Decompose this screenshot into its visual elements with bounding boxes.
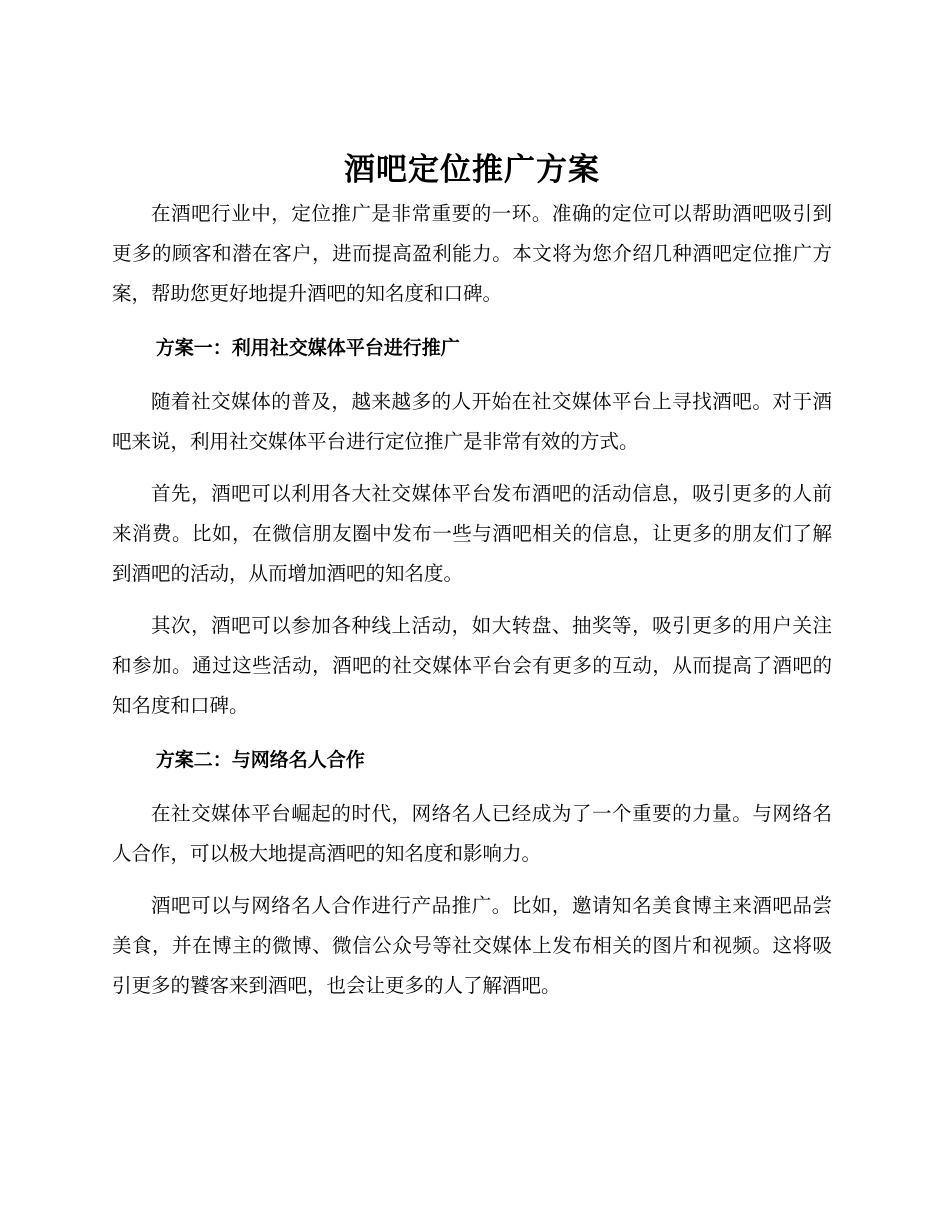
section1-paragraph-3: 其次，酒吧可以参加各种线上活动，如大转盘、抽奖等，吸引更多的用户关注和参加。通过这些活动，酒吧的社交媒体平台会有更多的互动，从而提高了酒吧的知名度和口碑。 [112,614,832,717]
section2-paragraph-1: 在社交媒体平台崛起的时代，网络名人已经成为了一个重要的力量。与网络名人合作，可以极大地提高酒吧的知名度和影响力。 [112,802,832,865]
section-heading-1: 方案一：利用社交媒体平台进行推广 [155,337,460,359]
intro-paragraph: 在酒吧行业中，定位推广是非常重要的一环。准确的定位可以帮助酒吧吸引到更多的顾客和潜在客户，进而提高盈利能力。本文将为您介绍几种酒吧定位推广方案，帮助您更好地提升酒吧的知名度和口碑。 [112,202,832,305]
section2-paragraph-2: 酒吧可以与网络名人合作进行产品推广。比如，邀请知名美食博主来酒吧品尝美食，并在博主的微博、微信公众号等社交媒体上发布相关的图片和视频。这将吸引更多的饕客来到酒吧，也会让更多的人了解酒吧。 [112,894,832,997]
section-heading-2: 方案二：与网络名人合作 [155,749,365,771]
section1-paragraph-2: 首先，酒吧可以利用各大社交媒体平台发布酒吧的活动信息，吸引更多的人前来消费。比如，在微信朋友圈中发布一些与酒吧相关的信息，让更多的朋友们了解到酒吧的活动，从而增加酒吧的知名度。 [112,482,832,585]
document-title: 酒吧定位推广方案 [344,152,600,188]
section1-paragraph-1: 随着社交媒体的普及，越来越多的人开始在社交媒体平台上寻找酒吧。对于酒吧来说，利用社交媒体平台进行定位推广是非常有效的方式。 [112,390,832,453]
document-page [112,150,832,1018]
